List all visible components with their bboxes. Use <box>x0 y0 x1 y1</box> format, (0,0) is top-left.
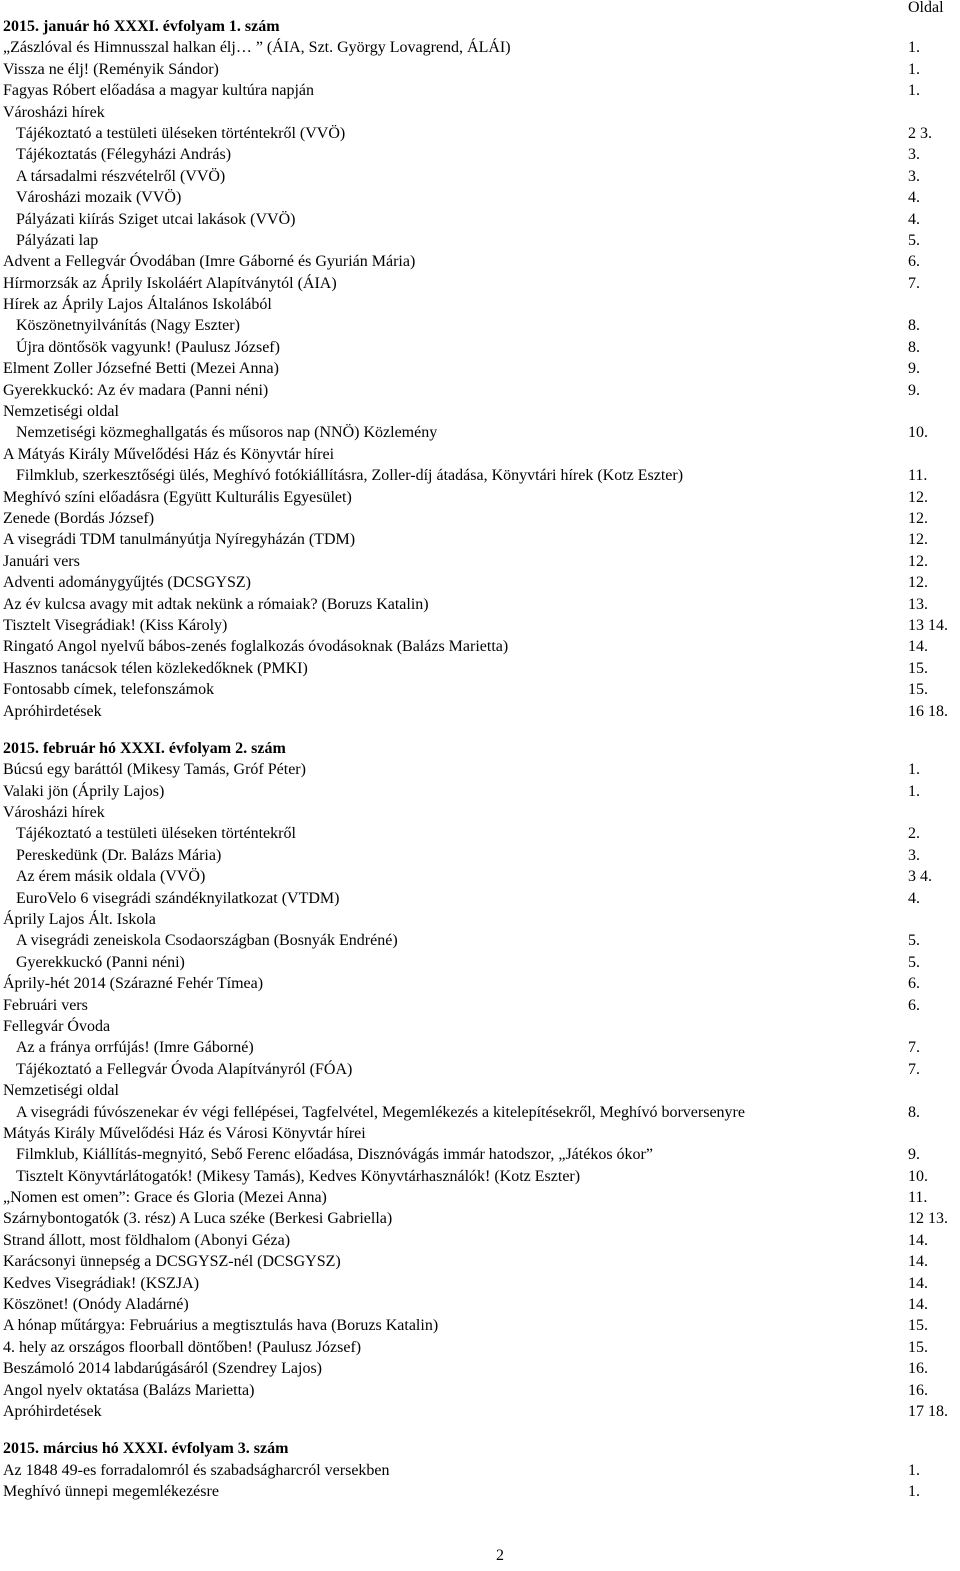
entry-page: 14. <box>908 1296 928 1314</box>
entry-title: Zenede (Bordás József) <box>3 509 155 527</box>
entry-title: Városházi hírek <box>3 804 105 822</box>
entry-title: Angol nyelv oktatása (Balázs Marietta) <box>3 1381 255 1399</box>
entry-page: 13 14. <box>908 616 948 634</box>
toc-entry <box>3 1380 960 1401</box>
toc-entry <box>3 572 960 593</box>
entry-page: 14. <box>908 638 928 656</box>
entry-title: Nemzetiségi oldal <box>3 403 119 421</box>
entry-page: 1. <box>908 1483 920 1501</box>
entry-title: Pályázati lap <box>16 231 99 249</box>
entry-page: 7. <box>908 274 920 292</box>
entry-page: 12. <box>908 488 928 506</box>
toc-entry <box>3 551 960 572</box>
entry-page: 7. <box>908 1039 920 1057</box>
toc-entry <box>3 1251 960 1272</box>
entry-page: 12. <box>908 531 928 549</box>
toc-entry <box>3 781 960 802</box>
entry-page: 3 4. <box>908 868 932 886</box>
toc-subentry <box>3 930 960 951</box>
entry-page: 6. <box>908 996 920 1014</box>
entry-title: Fellegvár Óvoda <box>3 1017 111 1035</box>
toc-subentry <box>3 422 960 443</box>
toc-entry <box>3 1358 960 1379</box>
toc-subentry <box>3 123 960 144</box>
entry-page: 1. <box>908 1461 920 1479</box>
entry-title: Gyerekkuckó (Panni néni) <box>16 953 185 971</box>
entry-page: 1. <box>908 782 920 800</box>
entry-page: 14. <box>908 1231 928 1249</box>
entry-title: Advent a Fellegvár Óvodában (Imre Gáborné és Gyurián Mária) <box>3 253 416 271</box>
entry-title: Strand állott, most földhalom (Abonyi Géza) <box>3 1231 291 1249</box>
toc-entry <box>3 1460 960 1481</box>
entry-page: 9. <box>908 1146 920 1164</box>
entry-page: 10. <box>908 424 928 442</box>
entry-title: Karácsonyi ünnepség a DCSGYSZ-nél (DCSGYSZ) <box>3 1253 341 1271</box>
entry-title: Az év kulcsa avagy mit adtak nekünk a rómaiak? (Boruzs Katalin) <box>3 595 429 613</box>
entry-page: 12 13. <box>908 1210 948 1228</box>
toc-entry <box>3 1123 960 1144</box>
toc-entry <box>3 1208 960 1229</box>
entry-title: Hírmorzsák az Áprily Iskoláért Alapítványtól (ÁIA) <box>3 274 337 292</box>
entry-title: Tájékoztató a Fellegvár Óvoda Alapítványról (FÓA) <box>16 1060 353 1078</box>
entry-title: Az a fránya orrfújás! (Imre Gáborné) <box>16 1039 254 1057</box>
toc-subentry <box>3 1144 960 1165</box>
entry-title: Pályázati kiírás Sziget utcai lakások (VVÖ) <box>16 210 296 228</box>
toc-subentry <box>3 1166 960 1187</box>
entry-page: 12. <box>908 552 928 570</box>
entry-page: 9. <box>908 381 920 399</box>
toc-entry <box>3 995 960 1016</box>
toc-subentry <box>3 845 960 866</box>
entry-title: Tájékoztató a testületi üléseken történtekről <box>16 825 296 843</box>
toc-entry <box>3 273 960 294</box>
entry-title: Szárnybontogatók (3. rész) A Luca széke (Berkesi Gabriella) <box>3 1210 393 1228</box>
entry-page: 8. <box>908 1103 920 1121</box>
entry-title: Városházi mozaik (VVÖ) <box>16 189 182 207</box>
toc-entry <box>3 487 960 508</box>
entry-page: 11. <box>908 467 928 485</box>
entry-page: 15. <box>908 1317 928 1335</box>
toc-subentry <box>3 1059 960 1080</box>
toc-entry <box>3 973 960 994</box>
entry-page: 5. <box>908 231 920 249</box>
entry-page: 13. <box>908 595 928 613</box>
entry-title: Hírek az Áprily Lajos Általános Iskolából <box>3 296 272 314</box>
issue-heading <box>3 1438 960 1459</box>
entry-page: 2 3. <box>908 124 932 142</box>
entry-page: 9. <box>908 360 920 378</box>
entry-page: 16. <box>908 1360 928 1378</box>
toc-subentry <box>3 187 960 208</box>
issue-heading-text: 2015. március hó XXXI. évfolyam 3. szám <box>3 1440 289 1458</box>
toc-entry <box>3 1187 960 1208</box>
toc-entry <box>3 294 960 315</box>
entry-title: Nemzetiségi közmeghallgatás és műsoros nap (NNÖ) Közlemény <box>16 424 438 442</box>
toc-entry <box>3 594 960 615</box>
entry-title: Fontosabb címek, telefonszámok <box>3 681 215 699</box>
entry-page: 1. <box>908 82 920 100</box>
entry-title: Ringató Angol nyelvű bábos-zenés foglalkozás óvodásoknak (Balázs Marietta) <box>3 638 509 656</box>
toc-entry <box>3 615 960 636</box>
section-gap <box>3 1422 960 1438</box>
table-of-contents <box>3 16 960 1503</box>
entry-title: Fagyas Róbert előadása a magyar kultúra napján <box>3 82 314 100</box>
toc-entry <box>3 1481 960 1502</box>
entry-title: Köszönetnyilvánítás (Nagy Eszter) <box>16 317 240 335</box>
toc-subentry <box>3 866 960 887</box>
section-gap <box>3 722 960 738</box>
entry-title: A Mátyás Király Művelődési Ház és Könyvtár hírei <box>3 445 335 463</box>
entry-title: Elment Zoller Józsefné Betti (Mezei Anna) <box>3 360 279 378</box>
entry-page: 3. <box>908 167 920 185</box>
entry-title: Nemzetiségi oldal <box>3 1082 119 1100</box>
toc-subentry <box>3 337 960 358</box>
entry-title: A visegrádi zeneiskola Csodaországban (Bosnyák Endréné) <box>16 932 398 950</box>
entry-title: Gyerekkuckó: Az év madara (Panni néni) <box>3 381 269 399</box>
entry-title: A visegrádi TDM tanulmányútja Nyíregyházán (TDM) <box>3 531 356 549</box>
entry-page: 15. <box>908 659 928 677</box>
entry-title: Városházi hírek <box>3 103 105 121</box>
toc-entry <box>3 1230 960 1251</box>
entry-title: Tájékoztatás (Félegyházi András) <box>16 146 232 164</box>
toc-subentry <box>3 888 960 909</box>
toc-entry <box>3 508 960 529</box>
entry-title: „Nomen est omen”: Grace és Gloria (Mezei Anna) <box>3 1189 327 1207</box>
entry-page: 15. <box>908 1338 928 1356</box>
page-number: 2 <box>496 1547 504 1564</box>
entry-page: 16. <box>908 1381 928 1399</box>
entry-page: 14. <box>908 1274 928 1292</box>
toc-entry <box>3 909 960 930</box>
entry-title: Tisztelt Visegrádiak! (Kiss Károly) <box>3 616 228 634</box>
entry-title: Meghívó színi előadásra (Együtt Kulturális Egyesület) <box>3 488 352 506</box>
entry-title: EuroVelo 6 visegrádi szándéknyilatkozat (VTDM) <box>16 889 340 907</box>
toc-entry <box>3 37 960 58</box>
entry-title: Tájékoztató a testületi üléseken történtekről (VVÖ) <box>16 124 346 142</box>
toc-entry <box>3 80 960 101</box>
entry-page: 1. <box>908 60 920 78</box>
toc-entry <box>3 59 960 80</box>
entry-title: Vissza ne élj! (Reményik Sándor) <box>3 60 219 78</box>
entry-page: 3. <box>908 146 920 164</box>
entry-title: Búcsú egy baráttól (Mikesy Tamás, Gróf Péter) <box>3 761 306 779</box>
issue-heading-text: 2015. február hó XXXI. évfolyam 2. szám <box>3 739 286 757</box>
entry-title: Adventi adománygyűjtés (DCSGYSZ) <box>3 574 251 592</box>
toc-subentry <box>3 315 960 336</box>
entry-title: A visegrádi fúvószenekar év végi fellépései, Tagfelvétel, Megemlékezés a kitelepítésekről, Meghívó borversenyre <box>16 1103 745 1121</box>
entry-page: 4. <box>908 889 920 907</box>
toc-entry <box>3 401 960 422</box>
entry-title: Apróhirdetések <box>3 1403 102 1420</box>
entry-page: 14. <box>908 1253 928 1271</box>
entry-page: 5. <box>908 932 920 950</box>
toc-entry <box>3 358 960 379</box>
entry-page: 17 18. <box>908 1403 948 1420</box>
toc-subentry <box>3 823 960 844</box>
entry-title: Apróhirdetések <box>3 702 102 720</box>
entry-page: 16 18. <box>908 702 948 720</box>
toc-entry <box>3 636 960 657</box>
toc-entry <box>3 759 960 780</box>
entry-title: Köszönet! (Onódy Aladárné) <box>3 1296 189 1314</box>
toc-entry <box>3 679 960 700</box>
entry-title: 4. hely az országos floorball döntőben! (Paulusz József) <box>3 1338 362 1356</box>
toc-subentry <box>3 230 960 251</box>
toc-entry <box>3 1273 960 1294</box>
entry-page: 3. <box>908 846 920 864</box>
entry-page: 4. <box>908 210 920 228</box>
entry-title: Hasznos tanácsok télen közlekedőknek (PMKI) <box>3 659 308 677</box>
entry-title: Tisztelt Könyvtárlátogatók! (Mikesy Tamás), Kedves Könyvtárhasználók! (Kotz Eszter) <box>16 1167 581 1185</box>
entry-page: 8. <box>908 317 920 335</box>
toc-entry <box>3 102 960 123</box>
entry-title: Filmklub, szerkesztőségi ülés, Meghívó fotókiállításra, Zoller-díj átadása, Könyvtári hírek (Kotz Eszter) <box>16 467 684 485</box>
entry-page: 15. <box>908 681 928 699</box>
entry-title: Áprily Lajos Ált. Iskola <box>3 911 156 929</box>
issue-heading <box>3 738 960 759</box>
entry-page: 1. <box>908 39 920 57</box>
entry-title: Meghívó ünnepi megemlékezésre <box>3 1483 219 1501</box>
entry-title: Valaki jön (Áprily Lajos) <box>3 782 165 800</box>
entry-page: 11. <box>908 1189 928 1207</box>
toc-subentry <box>3 166 960 187</box>
toc-subentry <box>3 1102 960 1123</box>
page-column-label: Oldal <box>908 0 944 16</box>
entry-title: Filmklub, Kiállítás-megnyitó, Sebő Ferenc előadása, Disznóvágás immár hatodszor, „Játékos ókor” <box>16 1146 653 1164</box>
entry-title: Beszámoló 2014 labdarúgásáról (Szendrey Lajos) <box>3 1360 323 1378</box>
entry-title: Az érem másik oldala (VVÖ) <box>16 868 206 886</box>
entry-page: 12. <box>908 509 928 527</box>
issue-heading-text: 2015. január hó XXXI. évfolyam 1. szám <box>3 18 280 35</box>
toc-entry <box>3 1016 960 1037</box>
entry-page: 7. <box>908 1060 920 1078</box>
entry-title: Februári vers <box>3 996 88 1014</box>
toc-entry <box>3 1080 960 1101</box>
toc-entry <box>3 802 960 823</box>
toc-entry <box>3 658 960 679</box>
entry-title: Újra döntősök vagyunk! (Paulusz József) <box>16 338 280 356</box>
entry-title: A társadalmi részvételről (VVÖ) <box>16 167 226 185</box>
entry-title: Mátyás Király Művelődési Ház és Városi Könyvtár hírei <box>3 1124 366 1142</box>
entry-page: 8. <box>908 338 920 356</box>
entry-page: 6. <box>908 975 920 993</box>
toc-entry <box>3 1337 960 1358</box>
entry-title: Kedves Visegrádiak! (KSZJA) <box>3 1274 200 1292</box>
issue-heading <box>3 16 960 37</box>
toc-entry <box>3 1294 960 1315</box>
entry-page: 10. <box>908 1167 928 1185</box>
toc-entry <box>3 1401 960 1422</box>
toc-entry <box>3 251 960 272</box>
toc-entry <box>3 701 960 722</box>
entry-page: 2. <box>908 825 920 843</box>
toc-subentry <box>3 952 960 973</box>
entry-page: 6. <box>908 253 920 271</box>
toc-entry <box>3 380 960 401</box>
entry-page: 1. <box>908 761 920 779</box>
entry-page: 12. <box>908 574 928 592</box>
toc-entry <box>3 444 960 465</box>
toc-subentry <box>3 465 960 486</box>
toc-subentry <box>3 1037 960 1058</box>
entry-page: 4. <box>908 189 920 207</box>
toc-entry <box>3 529 960 550</box>
entry-title: A hónap műtárgya: Februárius a megtisztulás hava (Boruzs Katalin) <box>3 1317 439 1335</box>
toc-subentry <box>3 144 960 165</box>
entry-page: 5. <box>908 953 920 971</box>
entry-title: Áprily-hét 2014 (Szárazné Fehér Tímea) <box>3 975 264 993</box>
toc-entry <box>3 1315 960 1336</box>
entry-title: Az 1848 49-es forradalomról és szabadságharcról versekben <box>3 1461 390 1479</box>
toc-subentry <box>3 209 960 230</box>
entry-title: Januári vers <box>3 552 80 570</box>
entry-title: Pereskedünk (Dr. Balázs Mária) <box>16 846 222 864</box>
entry-title: „Zászlóval és Himnusszal halkan élj… ” (ÁIA, Szt. György Lovagrend, ÁLÁI) <box>3 39 511 57</box>
